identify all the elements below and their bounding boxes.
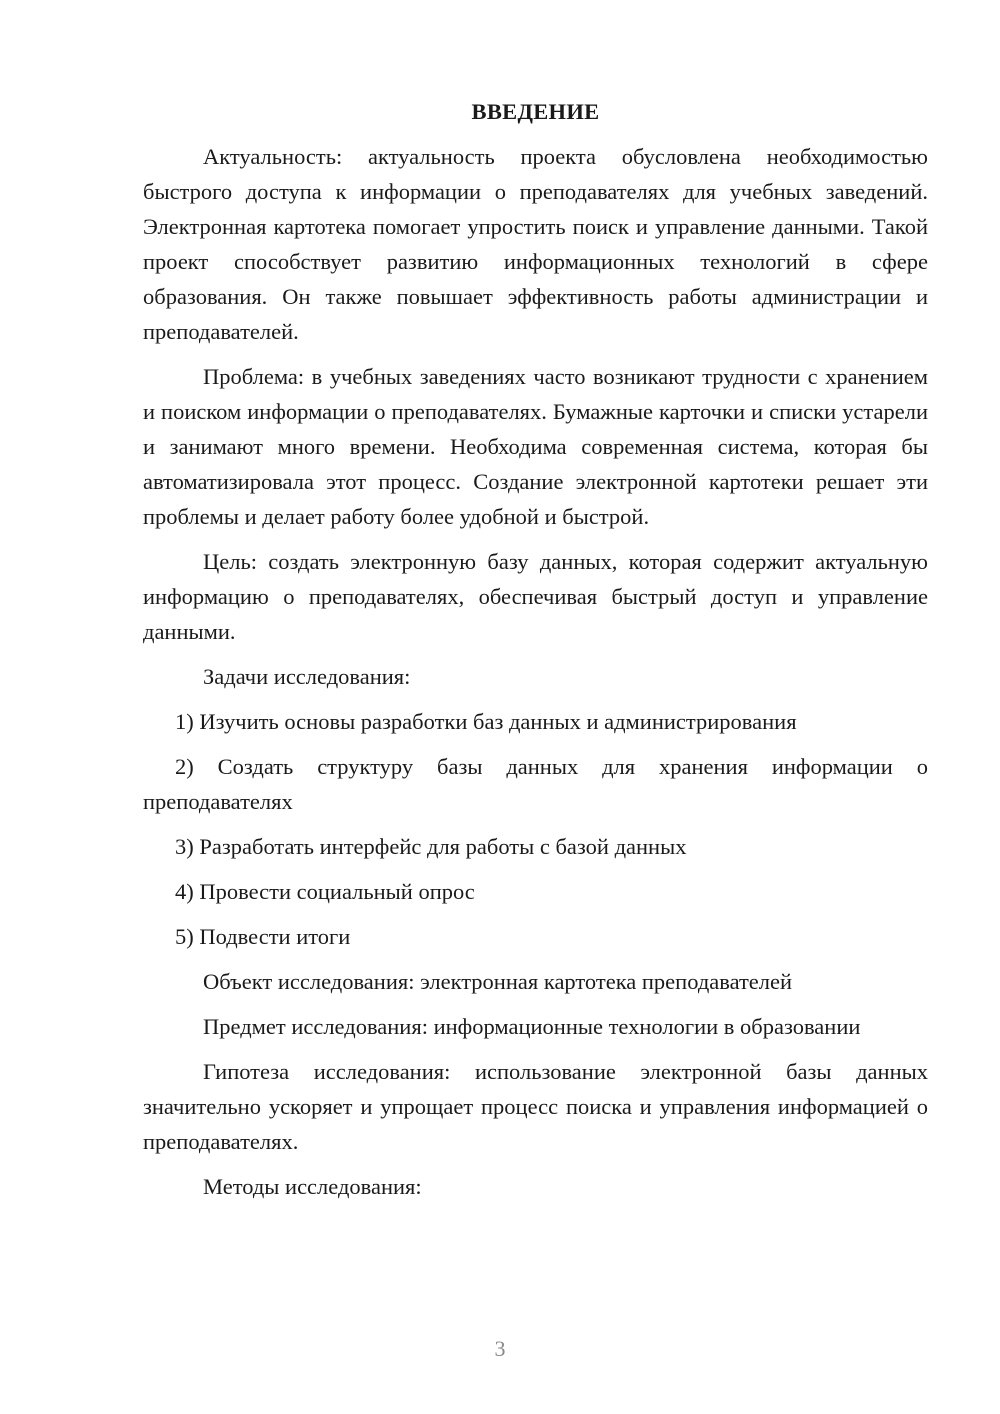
goal-paragraph: Цель: создать электронную базу данных, которая содержит актуальную информацию о преподавателях, обеспечивая быстрый доступ и управление данными. — [143, 549, 928, 644]
subject-paragraph: Предмет исследования: информационные технологии в образовании — [203, 1014, 861, 1039]
task-item: 3) Разработать интерфейс для работы с базой данных — [175, 834, 687, 859]
tasks-heading: Задачи исследования: — [203, 664, 411, 689]
methods-heading: Методы исследования: — [203, 1174, 422, 1199]
problem-paragraph: Проблема: в учебных заведениях часто возникают трудности с хранением и поиском информации о преподавателях. Бумажные карточки и списки устарели и занимают много времени. Необходима современная система, которая бы автоматизировала этот процесс. Создание электронной картотеки решает эти проблемы и делает работу более удобной и быстрой. — [143, 364, 928, 529]
page-number: 3 — [494, 1336, 506, 1361]
task-item: 5) Подвести итоги — [175, 924, 351, 949]
object-paragraph: Объект исследования: электронная картотека преподавателей — [203, 969, 793, 994]
section-title: ВВЕДЕНИЕ — [471, 99, 600, 124]
task-item: 4) Провести социальный опрос — [175, 879, 475, 904]
task-item: 1) Изучить основы разработки баз данных и администрирования — [175, 709, 797, 734]
hypothesis-paragraph: Гипотеза исследования: использование электронной базы данных значительно ускоряет и упрощает процесс поиска и управления информацией о преподавателях. — [143, 1059, 928, 1154]
page-content — [143, 94, 928, 1214]
relevance-paragraph: Актуальность: актуальность проекта обусловлена необходимостью быстрого доступа к информации о преподавателях для учебных заведений. Электронная картотека помогает упростить поиск и управление данными. Такой проект способствует развитию информационных технологий в сфере образования. Он также повышает эффективность работы администрации и преподавателей. — [143, 144, 928, 344]
task-item: 2) Создать структуру базы данных для хранения информации о преподавателях — [143, 754, 928, 814]
